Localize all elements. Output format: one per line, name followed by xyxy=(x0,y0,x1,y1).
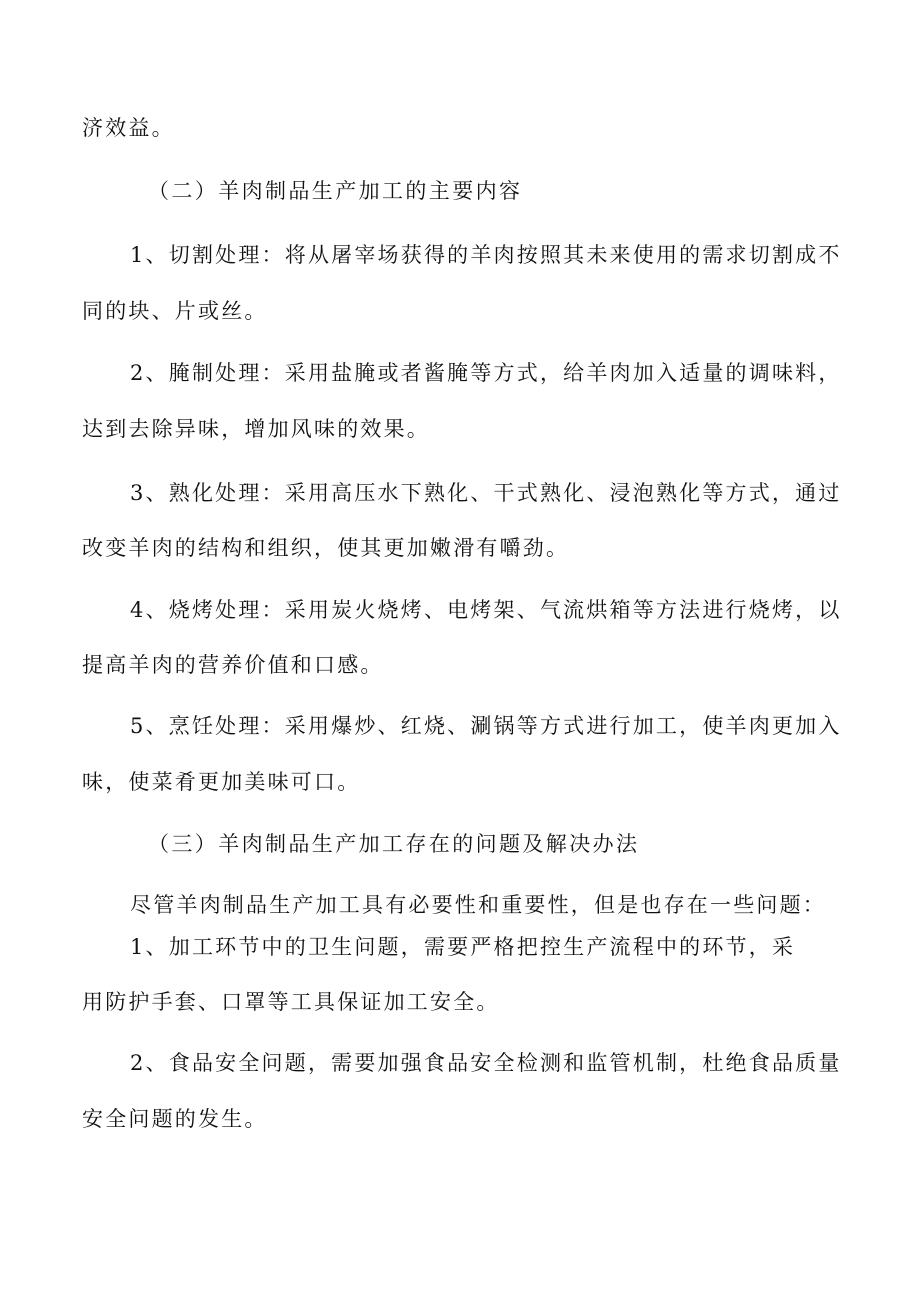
problem-item-1-line-1: 1、加工环节中的卫生问题，需要严格把控生产流程中的环节，采 xyxy=(130,935,796,959)
list-item-2-line-2: 达到去除异味，增加风味的效果。 xyxy=(82,417,430,441)
section-heading-3: （三）羊肉制品生产加工存在的问题及解决办法 xyxy=(148,832,640,856)
list-item-2-line-1: 2、腌制处理：采用盐腌或者酱腌等方式，给羊肉加入适量的调味料， xyxy=(130,361,842,385)
list-item-4-line-1: 4、烧烤处理：采用炭火烧烤、电烤架、气流烘箱等方法进行烧烤，以 xyxy=(130,598,842,622)
list-item-1-line-1: 1、切割处理：将从屠宰场获得的羊肉按照其未来使用的需求切割成不 xyxy=(130,243,842,267)
problem-item-2-line-2: 安全问题的发生。 xyxy=(82,1107,268,1131)
list-item-3-line-2: 改变羊肉的结构和组织，使其更加嫩滑有嚼劲。 xyxy=(82,536,570,560)
problem-item-1-line-2: 用防护手套、口罩等工具保证加工安全。 xyxy=(82,990,500,1014)
list-item-1-line-2: 同的块、片或丝。 xyxy=(82,299,268,323)
list-item-5-line-2: 味，使菜肴更加美味可口。 xyxy=(82,770,361,794)
problem-item-2-line-1: 2、食品安全问题，需要加强食品安全检测和监管机制，杜绝食品质量 xyxy=(130,1051,842,1075)
list-item-4-line-2: 提高羊肉的营养价值和口感。 xyxy=(82,653,384,677)
paragraph-continuation: 济效益。 xyxy=(82,116,175,140)
list-item-3-line-1: 3、熟化处理：采用高压水下熟化、干式熟化、浸泡熟化等方式，通过 xyxy=(130,481,842,505)
list-item-5-line-1: 5、烹饪处理：采用爆炒、红烧、涮锅等方式进行加工，使羊肉更加入 xyxy=(130,714,842,738)
section-3-intro: 尽管羊肉制品生产加工具有必要性和重要性，但是也存在一些问题： xyxy=(130,893,826,917)
section-heading-2: （二）羊肉制品生产加工的主要内容 xyxy=(148,179,523,203)
